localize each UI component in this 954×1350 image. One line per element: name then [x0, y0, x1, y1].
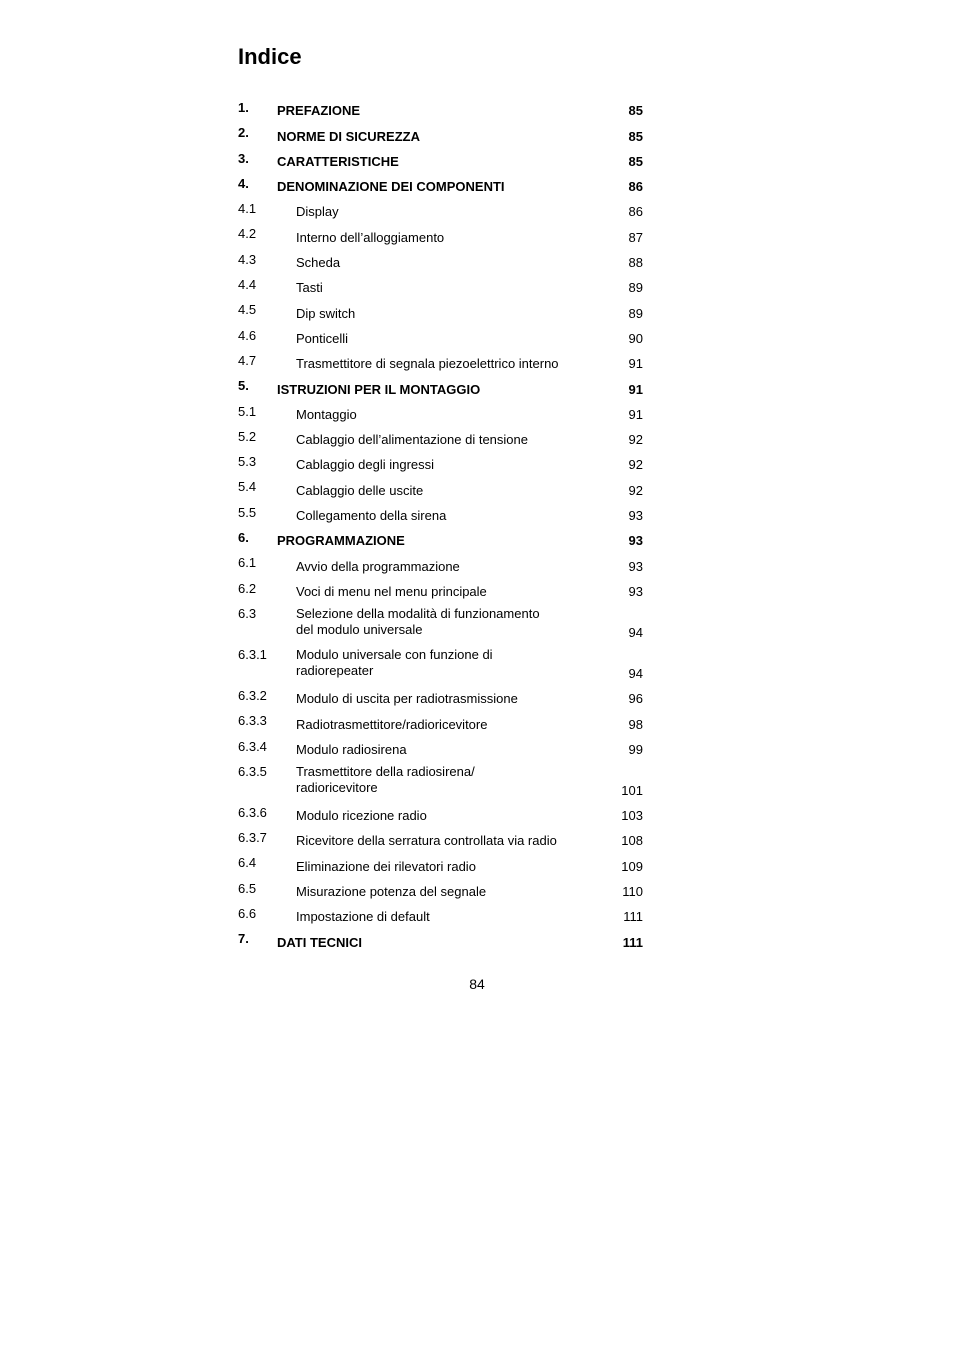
toc-entry-number: 2.: [238, 125, 249, 141]
toc-entry-page: 103: [621, 808, 643, 824]
toc-entry-label: Dip switch: [296, 305, 356, 321]
toc-entry-label: PREFAZIONE: [277, 103, 361, 119]
toc-entry-number: 6.3.6: [238, 804, 267, 820]
toc-entry-number: 4.4: [238, 277, 257, 293]
toc-entry-label: Modulo di uscita per radiotrasmissione: [296, 691, 518, 707]
toc-entry[interactable]: [238, 349, 643, 374]
toc-entry-page: 93: [628, 583, 643, 599]
toc-entry[interactable]: [238, 684, 643, 709]
toc-entry-page: 90: [628, 330, 643, 346]
toc-entry-number: 6.6: [238, 906, 257, 922]
toc-entry-page: 101: [621, 782, 643, 798]
toc-entry-page: 85: [628, 153, 643, 169]
toc-entry-number: 5.: [238, 378, 249, 394]
toc-entry-page: 110: [622, 884, 643, 900]
toc-entry-number: 6.5: [238, 880, 257, 896]
toc-entry-number: 5.2: [238, 428, 257, 444]
toc-entry-page: 92: [628, 457, 643, 473]
toc-entry[interactable]: [238, 121, 643, 146]
toc-entry[interactable]: [238, 147, 643, 172]
toc-entry-page: 89: [628, 305, 643, 321]
toc-entry[interactable]: [238, 643, 643, 684]
toc-entry-number: 6.3.2: [238, 687, 267, 703]
toc-entry-label: NORME DI SICUREZZA: [277, 128, 420, 144]
toc-entry[interactable]: [238, 273, 643, 298]
toc-entry[interactable]: [238, 851, 643, 876]
toc-entry-number: 6.1: [238, 555, 257, 571]
toc-entry-page: 91: [628, 356, 643, 372]
toc-entry-number: 6.4: [238, 855, 257, 871]
toc-entry-label: Cablaggio degli ingressi: [296, 457, 435, 473]
toc-entry-label: Collegamento della sirena: [296, 508, 447, 524]
toc-entry-number: 4.5: [238, 302, 257, 318]
toc-entry-label: Trasmettitore della radiosirena/ radioricevitore: [296, 763, 475, 795]
toc-entry-page: 93: [628, 508, 643, 524]
toc-entry-number: 6.3.5: [238, 763, 267, 779]
toc-entry[interactable]: [238, 248, 643, 273]
toc-entry[interactable]: [238, 450, 643, 475]
toc-entry-label: Interno dell’alloggiamento: [296, 229, 445, 245]
toc-entry[interactable]: [238, 801, 643, 826]
toc-entry-label: Tasti: [296, 280, 323, 296]
toc-entry[interactable]: [238, 197, 643, 222]
toc-entry[interactable]: [238, 760, 643, 801]
toc-entry-page: 94: [628, 624, 643, 640]
toc-entry[interactable]: [238, 324, 643, 349]
toc-entry-label: Modulo universale con funzione di radiorepeater: [296, 646, 493, 678]
toc-entry-page: 86: [628, 204, 643, 220]
page-number: 84: [469, 976, 485, 992]
toc-entry-label: Selezione della modalità di funzionamento del modulo universale: [296, 605, 540, 637]
toc-entry-page: 91: [628, 406, 643, 422]
toc-entry-label: Scheda: [296, 255, 341, 271]
toc-entry-number: 5.1: [238, 403, 257, 419]
toc-entry[interactable]: [238, 927, 643, 952]
toc-entry-page: 94: [628, 665, 643, 681]
toc-entry-page: 92: [628, 432, 643, 448]
toc-entry-page: 111: [623, 909, 643, 925]
toc-entry-number: 4.1: [238, 201, 257, 217]
toc-entry-label: Trasmettitore di segnala piezoelettrico interno: [296, 356, 559, 372]
toc-entry-number: 4.2: [238, 226, 257, 242]
toc-entry-number: 6.: [238, 530, 249, 546]
toc-entry[interactable]: [238, 826, 643, 851]
toc-entry-label: DENOMINAZIONE DEI COMPONENTI: [277, 179, 505, 195]
toc-entry-number: 5.5: [238, 504, 257, 520]
toc-entry-label: ISTRUZIONI PER IL MONTAGGIO: [277, 381, 481, 397]
toc-entry-page: 86: [628, 179, 643, 195]
toc-entry-page: 108: [621, 833, 643, 849]
toc-entry-page: 98: [628, 716, 643, 732]
toc-entry[interactable]: [238, 400, 643, 425]
page-title: Indice: [238, 44, 302, 69]
toc-entry-number: 3.: [238, 150, 249, 166]
toc-entry-page: 111: [622, 934, 643, 950]
toc-entry-number: 1.: [238, 100, 249, 115]
toc-entry-page: 109: [621, 858, 643, 874]
toc-entry[interactable]: [238, 222, 643, 247]
toc-entry-label: CARATTERISTICHE: [277, 153, 399, 169]
toc-entry-number: 4.: [238, 175, 249, 191]
toc-entry-number: 6.3: [238, 605, 257, 621]
toc-entry[interactable]: [238, 877, 643, 902]
toc-entry[interactable]: [238, 902, 643, 927]
toc-entry[interactable]: [238, 735, 643, 760]
toc-entry-label: Radiotrasmettitore/radioricevitore: [296, 716, 488, 732]
toc-entry-page: 96: [628, 691, 643, 707]
toc-entry[interactable]: [238, 475, 643, 500]
toc-entry-page: 91: [628, 381, 643, 397]
toc-entry-number: 6.3.7: [238, 830, 267, 846]
toc-entry-label: Display: [296, 204, 339, 220]
toc-entry-page: 89: [628, 280, 643, 296]
toc-entry[interactable]: [238, 526, 643, 551]
toc-entry-label: Impostazione di default: [296, 909, 430, 925]
toc-entry[interactable]: [238, 374, 643, 399]
toc-entry-page: 85: [628, 103, 643, 119]
toc-entry-number: 4.7: [238, 352, 257, 368]
toc-entry-label: Eliminazione dei rilevatori radio: [296, 858, 476, 874]
toc-entry-page: 99: [628, 741, 643, 757]
toc-entry-number: 4.3: [238, 251, 257, 267]
toc-entry-number: 6.3.1: [238, 646, 267, 662]
toc-entry-number: 7.: [238, 931, 249, 947]
toc-entry-label: Cablaggio dell’alimentazione di tensione: [296, 432, 528, 448]
toc-entry-label: Ponticelli: [296, 330, 349, 346]
toc-entry[interactable]: [238, 709, 643, 734]
toc-entry-number: 5.3: [238, 454, 257, 470]
toc-entry[interactable]: [238, 425, 643, 450]
toc-entry-page: 93: [628, 533, 643, 549]
toc-entry-label: Voci di menu nel menu principale: [296, 583, 487, 599]
toc-entry[interactable]: [238, 577, 643, 602]
toc-entry-label: DATI TECNICI: [277, 934, 362, 950]
toc-entry-number: 5.4: [238, 479, 257, 495]
toc-entry-number: 6.3.3: [238, 713, 267, 729]
toc-entry-page: 93: [628, 558, 643, 574]
toc-entry-label: Avvio della programmazione: [296, 558, 460, 574]
toc-entry[interactable]: [238, 602, 643, 643]
toc-entry-number: 6.3.4: [238, 738, 267, 754]
toc-entry-label: PROGRAMMAZIONE: [277, 533, 405, 549]
toc-entry-label: Modulo ricezione radio: [296, 808, 427, 824]
toc-entry-page: 88: [628, 255, 643, 271]
toc-entry-number: 4.6: [238, 327, 257, 343]
table-of-contents: [238, 96, 643, 953]
toc-entry[interactable]: [238, 172, 643, 197]
toc-entry-label: Cablaggio delle uscite: [296, 482, 424, 498]
toc-entry[interactable]: [238, 96, 643, 121]
toc-entry-label: Misurazione potenza del segnale: [296, 884, 487, 900]
toc-entry-label: Modulo radiosirena: [296, 741, 407, 757]
toc-entry-label: Montaggio: [296, 406, 357, 422]
toc-entry-number: 6.2: [238, 580, 257, 596]
toc-entry-page: 92: [628, 482, 643, 498]
toc-entry[interactable]: [238, 298, 643, 323]
toc-entry[interactable]: [238, 551, 643, 576]
toc-entry[interactable]: [238, 501, 643, 526]
toc-entry-page: 87: [628, 229, 643, 245]
toc-entry-label: Ricevitore della serratura controllata via radio: [296, 833, 557, 849]
toc-entry-page: 85: [628, 128, 643, 144]
